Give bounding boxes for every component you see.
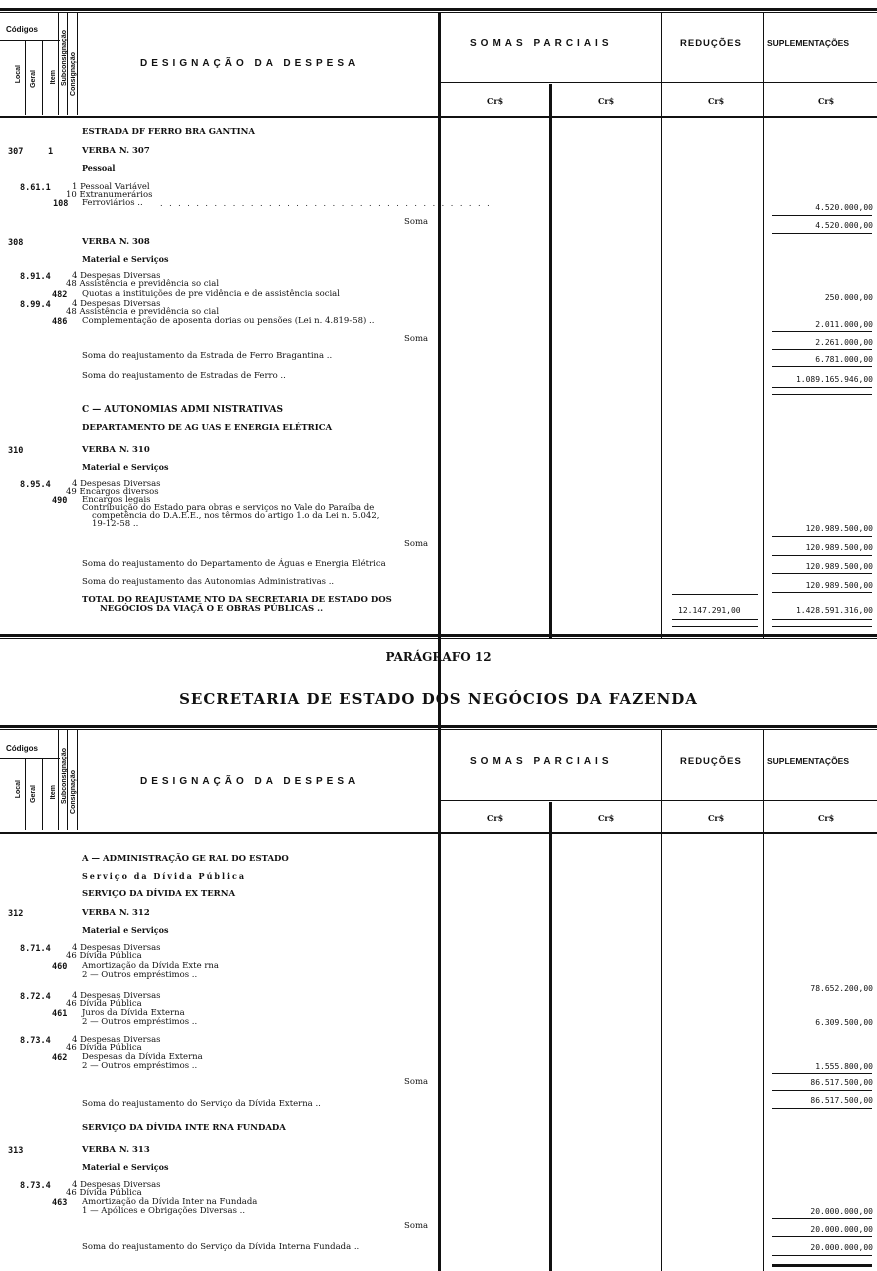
row-text: Contribuição do Estado para obras e serviços no Vale do Paraíba de [82, 503, 375, 513]
rule [772, 1108, 872, 1109]
rule [772, 215, 872, 216]
row-text: Encargos legais [82, 495, 151, 505]
rule [772, 349, 872, 350]
amount: 1.428.591.316,00 [795, 606, 873, 615]
rule [772, 1090, 872, 1091]
amount: 250.000,00 [824, 293, 873, 302]
suplementacoes-header: SUPLEMENTAÇÕES [767, 38, 850, 48]
rule [67, 12, 68, 115]
group-title: Material e Serviços [82, 925, 169, 935]
rule [672, 619, 758, 620]
col-geral: Geral [30, 785, 37, 803]
rule [0, 40, 60, 41]
rule [549, 84, 552, 638]
code-consig: 461 [52, 1009, 68, 1019]
col-local: Local [15, 780, 22, 799]
code-consig: 460 [52, 962, 68, 972]
amount: 4.520.000,00 [815, 203, 873, 212]
code-geral: 8.71.4 [20, 944, 51, 954]
rule [58, 729, 59, 830]
row-title: ESTRADA DF FERRO BRA GANTINA [82, 127, 255, 137]
rule [772, 331, 872, 332]
amount: 6.309.500,00 [815, 1018, 873, 1027]
soma-label: Soma [404, 1221, 429, 1231]
code-consig: 108 [53, 199, 69, 209]
code-local: 307 [8, 147, 24, 157]
row-text: 4 Despesas Diversas [72, 991, 161, 1001]
codigos-label: Códigos [6, 744, 38, 753]
amount: 2.011.000,00 [815, 320, 873, 329]
currency-label: Cr$ [598, 96, 615, 106]
code-item: 1 [48, 147, 54, 157]
code-geral: 8.73.4 [20, 1181, 51, 1191]
row-text: competência do D.A.E.E., nos têrmos do artigo 1.o da Lei n. 5.042, [92, 511, 380, 521]
row-text: 19-12-58 .. [92, 519, 139, 529]
currency-label: Cr$ [818, 96, 835, 106]
row-text: Amortização da Dívida Exte rna [82, 961, 219, 971]
rule [0, 8, 877, 11]
row-text: 4 Despesas Diversas [72, 479, 161, 489]
group-title: Serviço da Dívida Pública [82, 871, 247, 881]
row-text: 49 Encargos diversos [66, 487, 159, 497]
rule [763, 729, 764, 1271]
reducoes-header: REDUÇÕES [680, 38, 742, 49]
rule [772, 573, 872, 574]
soma-text: Soma do reajustamento do Serviço da Dívida Interna Fundada .. [82, 1242, 360, 1252]
row-text: 4 Despesas Diversas [72, 299, 161, 309]
row-text: Complementação de aposenta dorias ou pensões (Lei n. 4.819-58) .. [82, 316, 375, 326]
col-subconsignacao: Subconsignação [61, 748, 68, 805]
group-title: Material e Serviços [82, 254, 169, 264]
row-text: 46 Dívida Pública [66, 999, 142, 1009]
rule [772, 366, 872, 367]
rule [0, 638, 877, 639]
rule [440, 800, 877, 801]
amount: 120.989.500,00 [805, 524, 873, 533]
col-consignacao: Consignação [70, 770, 77, 814]
rule [77, 12, 78, 115]
rule [772, 394, 872, 395]
amount: 120.989.500,00 [805, 562, 873, 571]
soma-label: Soma [404, 334, 429, 344]
soma-text: Soma do reajustamento da Estrada de Ferro Bragantina .. [82, 351, 333, 361]
row-text: 1 — Apólices e Obrigações Diversas .. [82, 1206, 246, 1216]
rule [25, 758, 26, 830]
code-geral: 8.73.4 [20, 1036, 51, 1046]
code-consig: 486 [52, 317, 68, 327]
rule [58, 12, 59, 115]
verba-title: VERBA N. 312 [82, 908, 150, 918]
amount: 20.000.000,00 [810, 1207, 873, 1216]
rule [661, 729, 662, 1271]
rule [549, 802, 552, 1271]
row-text: 46 Dívida Pública [66, 1188, 142, 1198]
currency-label: Cr$ [598, 813, 615, 823]
rule [772, 387, 872, 388]
row-text: 48 Assistência e previdência so cial [66, 307, 220, 317]
amount: 6.781.000,00 [815, 355, 873, 364]
row-text: 4 Despesas Diversas [72, 1180, 161, 1190]
rule [42, 40, 43, 115]
rule [772, 233, 872, 234]
verba-title: VERBA N. 313 [82, 1145, 150, 1155]
code-local: 308 [8, 238, 24, 248]
group-title: Material e Serviços [82, 1162, 169, 1172]
code-consig: 482 [52, 290, 68, 300]
row-text: 4 Despesas Diversas [72, 271, 161, 281]
amount: 86.517.500,00 [810, 1096, 873, 1105]
designacao-header: DESIGNAÇÃO DA DESPESA [140, 776, 360, 787]
rule [772, 555, 872, 556]
col-local: Local [15, 65, 22, 84]
amount: 86.517.500,00 [810, 1078, 873, 1087]
suplementacoes-header: SUPLEMENTAÇÕES [767, 756, 850, 766]
code-geral: 8.91.4 [20, 272, 51, 282]
soma-label: Soma [404, 1077, 429, 1087]
soma-label: Soma [404, 217, 429, 227]
reducoes-header: REDUÇÕES [680, 756, 742, 767]
amount: 1.089.165.946,00 [795, 375, 873, 384]
codigos-label: Códigos [6, 25, 38, 34]
rule [440, 82, 877, 83]
amount: 78.652.200,00 [810, 984, 873, 993]
currency-label: Cr$ [708, 96, 725, 106]
code-consig: 463 [52, 1198, 68, 1208]
rule [0, 634, 877, 637]
amount-reducao: 12.147.291,00 [678, 606, 741, 615]
soma-text: Soma do reajustamento do Serviço da Dívida Externa .. [82, 1099, 321, 1109]
section-title: A — ADMINISTRAÇÃO GE RAL DO ESTADO [82, 854, 289, 864]
section-title: SERVIÇO DA DÍVIDA EX TERNA [82, 889, 236, 899]
currency-label: Cr$ [487, 813, 504, 823]
section-title: SERVIÇO DA DÍVIDA INTE RNA FUNDADA [82, 1123, 286, 1133]
rule [661, 12, 662, 638]
soma-label: Soma [404, 539, 429, 549]
rule [772, 1264, 872, 1267]
currency-label: Cr$ [818, 813, 835, 823]
col-consignacao: Consignação [70, 52, 77, 96]
code-geral: 8.95.4 [20, 480, 51, 490]
row-text: 2 — Outros empréstimos .. [82, 1017, 198, 1027]
rule [772, 1255, 872, 1256]
code-geral: 8.72.4 [20, 992, 51, 1002]
rule [772, 626, 872, 627]
total-text: TOTAL DO REAJUSTAME NTO DA SECRETARIA DE ESTADO DOS [82, 595, 392, 605]
row-text: 48 Assistência e previdência so cial [66, 279, 220, 289]
row-text: 2 — Outros empréstimos .. [82, 1061, 198, 1071]
row-text: 1 Pessoal Variável [72, 182, 150, 192]
rule [772, 592, 872, 593]
code-consig: 490 [52, 496, 68, 506]
row-text: 2 — Outros empréstimos .. [82, 970, 198, 980]
rule [672, 594, 758, 595]
leader-dots: . . . . . . . . . . . . . . . . . . . . . . . . . . . . . . . . . . . . . [160, 199, 492, 208]
rule [0, 116, 877, 118]
rule [772, 1073, 872, 1074]
rule [77, 729, 78, 830]
row-text: 4 Despesas Diversas [72, 943, 161, 953]
row-text: 10 Extranumerários [66, 190, 153, 200]
row-text: 4 Despesas Diversas [72, 1035, 161, 1045]
section-title: DEPARTAMENTO DE AG UAS E ENERGIA ELÉTRICA [82, 423, 333, 433]
rule [0, 832, 877, 834]
secretaria-title: SECRETARIA DE ESTADO DOS NEGÓCIOS DA FAZENDA [179, 690, 698, 708]
soma-text: Soma do reajustamento de Estradas de Ferro .. [82, 371, 286, 381]
rule [763, 12, 764, 638]
currency-label: Cr$ [487, 96, 504, 106]
col-subconsignacao: Subconsignação [61, 30, 68, 87]
section-title: C — AUTONOMIAS ADMI NISTRATIVAS [82, 405, 284, 415]
verba-title: VERBA N. 307 [82, 146, 150, 156]
col-geral: Geral [30, 70, 37, 88]
row-text: Juros da Dívida Externa [82, 1008, 185, 1018]
soma-text: Soma do reajustamento das Autonomias Administrativas .. [82, 577, 335, 587]
amount: 120.989.500,00 [805, 581, 873, 590]
rule [772, 536, 872, 537]
code-local: 310 [8, 446, 24, 456]
somas-parciais-header: SOMAS PARCIAIS [470, 38, 613, 49]
code-local: 313 [8, 1146, 24, 1156]
code-consig: 462 [52, 1053, 68, 1063]
col-item: Item [50, 785, 57, 800]
amount: 1.555.800,00 [815, 1062, 873, 1071]
amount: 4.520.000,00 [815, 221, 873, 230]
rule [67, 729, 68, 830]
rule [0, 725, 877, 728]
paragrafo-title: PARÁGRAFO 12 [385, 650, 492, 664]
verba-title: VERBA N. 310 [82, 445, 150, 455]
rule [672, 626, 758, 627]
col-item: Item [50, 70, 57, 85]
amount: 120.989.500,00 [805, 543, 873, 552]
rule [25, 40, 26, 115]
rule [772, 619, 872, 620]
group-title: Pessoal [82, 163, 116, 173]
group-title: Material e Serviços [82, 462, 169, 472]
verba-title: VERBA N. 308 [82, 237, 150, 247]
rule [42, 758, 43, 830]
soma-text: Soma do reajustamento do Departamento de Águas e Energia Elétrica [82, 559, 386, 569]
row-text: Amortização da Dívida Inter na Fundada [82, 1197, 258, 1207]
code-geral: 8.61.1 [20, 183, 51, 193]
row-text: Despesas da Dívida Externa [82, 1052, 203, 1062]
rule [0, 758, 60, 759]
amount: 20.000.000,00 [810, 1243, 873, 1252]
rule [0, 729, 877, 730]
total-text: NEGÓCIOS DA VIAÇÃ O E OBRAS PÚBLICAS .. [100, 604, 324, 614]
row-text: Ferroviários .. [82, 198, 143, 208]
row-text: 46 Dívida Pública [66, 951, 142, 961]
code-local: 312 [8, 909, 24, 919]
row-text: Quotas a instituições de pre vidência e de assistência social [82, 289, 340, 299]
code-geral: 8.99.4 [20, 300, 51, 310]
rule [772, 1236, 872, 1237]
rule [772, 1218, 872, 1219]
row-text: 46 Dívida Pública [66, 1043, 142, 1053]
currency-label: Cr$ [708, 813, 725, 823]
somas-parciais-header: SOMAS PARCIAIS [470, 756, 613, 767]
designacao-header: DESIGNAÇÃO DA DESPESA [140, 58, 360, 69]
amount: 2.261.000,00 [815, 338, 873, 347]
amount: 20.000.000,00 [810, 1225, 873, 1234]
